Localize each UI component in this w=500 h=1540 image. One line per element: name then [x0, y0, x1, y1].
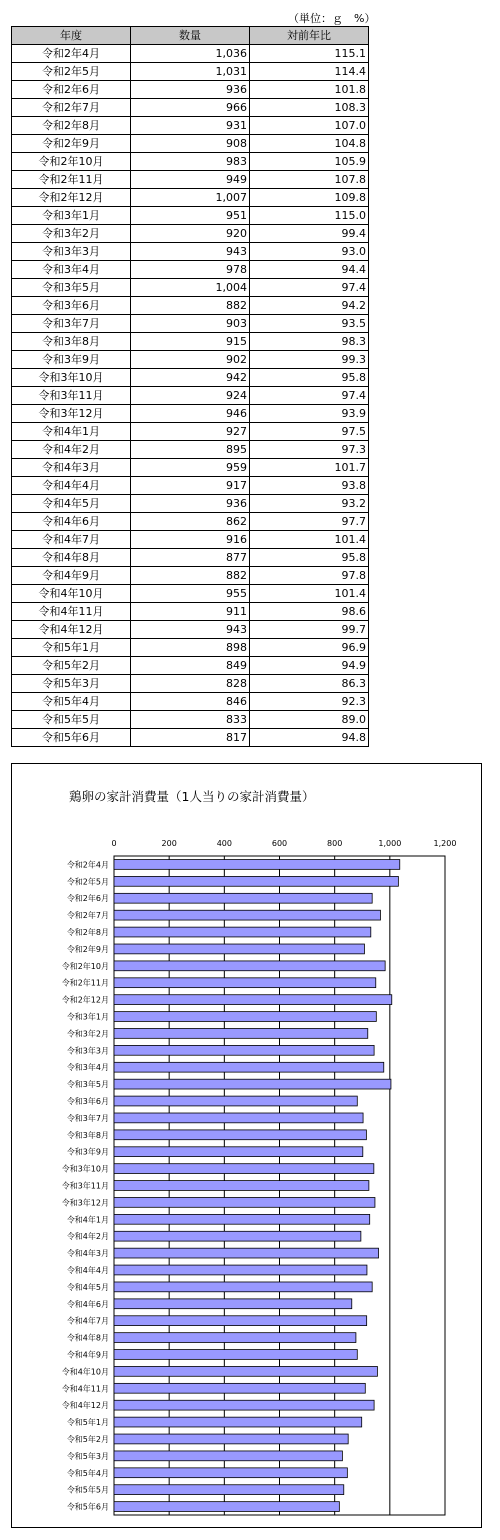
category-label: 令和3年4月 [66, 1063, 109, 1073]
table-row [12, 657, 369, 675]
period-cell: 令和5年4月 [12, 693, 131, 711]
category-label: 令和4年3月 [66, 1249, 109, 1259]
header-yoy: 対前年比 [250, 27, 369, 45]
chart-title: 鶏卵の家計消費量（1人当りの家計消費量） [69, 789, 315, 804]
quantity-cell: 903 [131, 315, 250, 333]
yoy-cell: 107.8 [250, 171, 369, 189]
category-label: 令和2年5月 [66, 877, 109, 887]
bar [114, 1045, 374, 1055]
period-cell: 令和2年12月 [12, 189, 131, 207]
x-tick-label: 800 [327, 839, 343, 848]
yoy-cell: 93.8 [250, 477, 369, 495]
bar [114, 1299, 352, 1309]
table-row [12, 531, 369, 549]
quantity-cell: 931 [131, 117, 250, 135]
period-cell: 令和3年6月 [12, 297, 131, 315]
category-label: 令和3年3月 [66, 1046, 109, 1056]
yoy-cell: 94.2 [250, 297, 369, 315]
quantity-cell: 946 [131, 405, 250, 423]
quantity-cell: 1,031 [131, 63, 250, 81]
yoy-cell: 99.4 [250, 225, 369, 243]
bar [114, 1400, 374, 1410]
period-cell: 令和4年3月 [12, 459, 131, 477]
quantity-cell: 951 [131, 207, 250, 225]
category-label: 令和2年9月 [66, 944, 109, 954]
bar [114, 978, 376, 988]
period-cell: 令和2年4月 [12, 45, 131, 63]
quantity-cell: 877 [131, 549, 250, 567]
yoy-cell: 114.4 [250, 63, 369, 81]
yoy-cell: 94.8 [250, 729, 369, 747]
yoy-cell: 95.8 [250, 369, 369, 387]
table-row [12, 675, 369, 693]
category-label: 令和2年12月 [61, 995, 109, 1005]
quantity-cell: 908 [131, 135, 250, 153]
table-row [12, 81, 369, 99]
bar [114, 1197, 375, 1207]
period-cell: 令和3年5月 [12, 279, 131, 297]
bar [114, 1181, 369, 1191]
period-cell: 令和3年4月 [12, 261, 131, 279]
yoy-cell: 105.9 [250, 153, 369, 171]
period-cell: 令和4年5月 [12, 495, 131, 513]
bar [114, 1062, 384, 1072]
table-row [12, 189, 369, 207]
x-tick-label: 200 [161, 839, 177, 848]
category-label: 令和3年2月 [66, 1029, 109, 1039]
bar [114, 1316, 367, 1326]
bar [114, 1164, 374, 1174]
category-label: 令和4年11月 [61, 1384, 109, 1394]
table-row [12, 243, 369, 261]
period-cell: 令和3年7月 [12, 315, 131, 333]
quantity-cell: 959 [131, 459, 250, 477]
category-label: 令和4年2月 [66, 1232, 109, 1242]
category-label: 令和4年6月 [66, 1299, 109, 1309]
period-cell: 令和3年3月 [12, 243, 131, 261]
table-row [12, 225, 369, 243]
yoy-cell: 97.3 [250, 441, 369, 459]
period-cell: 令和5年5月 [12, 711, 131, 729]
quantity-cell: 983 [131, 153, 250, 171]
category-label: 令和5年5月 [66, 1485, 109, 1495]
yoy-cell: 97.8 [250, 567, 369, 585]
quantity-cell: 862 [131, 513, 250, 531]
yoy-cell: 94.9 [250, 657, 369, 675]
quantity-cell: 898 [131, 639, 250, 657]
quantity-cell: 927 [131, 423, 250, 441]
bar [114, 1248, 379, 1258]
quantity-cell: 1,036 [131, 45, 250, 63]
quantity-cell: 902 [131, 351, 250, 369]
bar [114, 944, 364, 954]
quantity-cell: 943 [131, 243, 250, 261]
category-label: 令和3年5月 [66, 1080, 109, 1090]
category-label: 令和3年1月 [66, 1012, 109, 1022]
bar [114, 1265, 367, 1275]
bar [114, 1333, 356, 1343]
yoy-cell: 97.4 [250, 279, 369, 297]
table-row [12, 45, 369, 63]
chart-panel [11, 763, 482, 1528]
period-cell: 令和5年1月 [12, 639, 131, 657]
bar [114, 1130, 366, 1140]
table-row [12, 549, 369, 567]
category-label: 令和4年12月 [61, 1401, 109, 1411]
quantity-cell: 920 [131, 225, 250, 243]
bar [114, 860, 400, 870]
category-label: 令和2年11月 [61, 978, 109, 988]
yoy-cell: 99.3 [250, 351, 369, 369]
yoy-cell: 92.3 [250, 693, 369, 711]
table-row [12, 207, 369, 225]
quantity-cell: 949 [131, 171, 250, 189]
yoy-cell: 93.2 [250, 495, 369, 513]
quantity-cell: 828 [131, 675, 250, 693]
bar [114, 995, 392, 1005]
yoy-cell: 93.5 [250, 315, 369, 333]
table-row [12, 639, 369, 657]
quantity-cell: 916 [131, 531, 250, 549]
table-row [12, 351, 369, 369]
quantity-cell: 817 [131, 729, 250, 747]
table-row [12, 279, 369, 297]
quantity-cell: 846 [131, 693, 250, 711]
bar [114, 1079, 391, 1089]
quantity-cell: 849 [131, 657, 250, 675]
category-label: 令和2年10月 [61, 961, 109, 971]
period-cell: 令和4年4月 [12, 477, 131, 495]
period-cell: 令和2年8月 [12, 117, 131, 135]
bar [114, 927, 371, 937]
table-row [12, 333, 369, 351]
quantity-cell: 936 [131, 495, 250, 513]
yoy-cell: 93.9 [250, 405, 369, 423]
yoy-cell: 97.4 [250, 387, 369, 405]
quantity-cell: 942 [131, 369, 250, 387]
table-row [12, 495, 369, 513]
table-row [12, 567, 369, 585]
quantity-cell: 833 [131, 711, 250, 729]
period-cell: 令和4年6月 [12, 513, 131, 531]
table-row [12, 459, 369, 477]
period-cell: 令和2年5月 [12, 63, 131, 81]
yoy-cell: 99.7 [250, 621, 369, 639]
bar [114, 1451, 342, 1461]
period-cell: 令和4年8月 [12, 549, 131, 567]
category-label: 令和4年10月 [61, 1367, 109, 1377]
table-row [12, 99, 369, 117]
bar [114, 1012, 376, 1022]
quantity-cell: 895 [131, 441, 250, 459]
period-cell: 令和3年2月 [12, 225, 131, 243]
quantity-cell: 966 [131, 99, 250, 117]
bar [114, 910, 380, 920]
quantity-cell: 882 [131, 567, 250, 585]
bar [114, 1113, 363, 1123]
period-cell: 令和2年10月 [12, 153, 131, 171]
quantity-cell: 1,007 [131, 189, 250, 207]
table-row [12, 441, 369, 459]
category-label: 令和3年11月 [61, 1181, 109, 1191]
quantity-cell: 911 [131, 603, 250, 621]
yoy-cell: 108.3 [250, 99, 369, 117]
bar [114, 1231, 361, 1241]
period-cell: 令和2年9月 [12, 135, 131, 153]
consumption-table [11, 26, 369, 747]
period-cell: 令和2年11月 [12, 171, 131, 189]
quantity-cell: 943 [131, 621, 250, 639]
category-label: 令和4年8月 [66, 1333, 109, 1343]
table-row [12, 153, 369, 171]
x-tick-label: 0 [111, 839, 117, 848]
category-label: 令和5年4月 [66, 1468, 109, 1478]
quantity-cell: 924 [131, 387, 250, 405]
quantity-cell: 936 [131, 81, 250, 99]
table-row [12, 63, 369, 81]
yoy-cell: 101.4 [250, 585, 369, 603]
category-label: 令和4年4月 [66, 1265, 109, 1275]
bar [114, 961, 385, 971]
header-period: 年度 [12, 27, 131, 45]
yoy-cell: 107.0 [250, 117, 369, 135]
period-cell: 令和4年11月 [12, 603, 131, 621]
x-tick-label: 400 [216, 839, 232, 848]
table-row [12, 423, 369, 441]
table-row [12, 693, 369, 711]
period-cell: 令和2年6月 [12, 81, 131, 99]
period-cell: 令和3年11月 [12, 387, 131, 405]
yoy-cell: 104.8 [250, 135, 369, 153]
period-cell: 令和3年10月 [12, 369, 131, 387]
yoy-cell: 101.4 [250, 531, 369, 549]
category-label: 令和3年12月 [61, 1198, 109, 1208]
header-quantity: 数量 [131, 27, 250, 45]
table-row [12, 405, 369, 423]
table-row [12, 477, 369, 495]
category-label: 令和4年1月 [66, 1215, 109, 1225]
table-row [12, 387, 369, 405]
period-cell: 令和5年2月 [12, 657, 131, 675]
yoy-cell: 115.1 [250, 45, 369, 63]
quantity-cell: 882 [131, 297, 250, 315]
table-row [12, 117, 369, 135]
bar [114, 1383, 365, 1393]
table-row [12, 729, 369, 747]
period-cell: 令和4年12月 [12, 621, 131, 639]
bar-chart [12, 764, 481, 1527]
category-label: 令和4年9月 [66, 1350, 109, 1360]
x-tick-label: 1,200 [433, 839, 457, 848]
x-tick-label: 600 [271, 839, 288, 848]
quantity-cell: 978 [131, 261, 250, 279]
bar [114, 1096, 357, 1106]
period-cell: 令和4年1月 [12, 423, 131, 441]
table-row [12, 513, 369, 531]
yoy-cell: 98.6 [250, 603, 369, 621]
category-label: 令和5年2月 [66, 1434, 109, 1444]
period-cell: 令和3年8月 [12, 333, 131, 351]
bar [114, 1485, 344, 1495]
category-label: 令和3年9月 [66, 1147, 109, 1157]
bar [114, 1214, 370, 1224]
yoy-cell: 97.5 [250, 423, 369, 441]
period-cell: 令和4年2月 [12, 441, 131, 459]
yoy-cell: 93.0 [250, 243, 369, 261]
category-label: 令和5年1月 [66, 1418, 109, 1428]
bar [114, 1350, 357, 1360]
table-row [12, 135, 369, 153]
period-cell: 令和4年10月 [12, 585, 131, 603]
table-row [12, 585, 369, 603]
bar [114, 1468, 347, 1478]
category-label: 令和4年7月 [66, 1316, 109, 1326]
yoy-cell: 97.7 [250, 513, 369, 531]
table-row [12, 261, 369, 279]
table-header-row [12, 27, 369, 45]
yoy-cell: 101.7 [250, 459, 369, 477]
period-cell: 令和5年3月 [12, 675, 131, 693]
bar [114, 876, 398, 886]
yoy-cell: 94.4 [250, 261, 369, 279]
quantity-cell: 955 [131, 585, 250, 603]
quantity-cell: 1,004 [131, 279, 250, 297]
quantity-cell: 917 [131, 477, 250, 495]
bar [114, 1366, 377, 1376]
table-row [12, 603, 369, 621]
table-row [12, 711, 369, 729]
yoy-cell: 86.3 [250, 675, 369, 693]
unit-label: （単位：ｇ %） [288, 12, 376, 25]
category-label: 令和3年10月 [61, 1164, 109, 1174]
category-label: 令和3年8月 [66, 1130, 109, 1140]
period-cell: 令和3年12月 [12, 405, 131, 423]
period-cell: 令和4年9月 [12, 567, 131, 585]
bar [114, 1434, 348, 1444]
yoy-cell: 89.0 [250, 711, 369, 729]
period-cell: 令和3年9月 [12, 351, 131, 369]
category-label: 令和2年7月 [66, 911, 109, 921]
table-row [12, 369, 369, 387]
bar [114, 1282, 372, 1292]
period-cell: 令和2年7月 [12, 99, 131, 117]
category-label: 令和2年6月 [66, 894, 109, 904]
yoy-cell: 101.8 [250, 81, 369, 99]
bar [114, 1417, 362, 1427]
bar [114, 1147, 363, 1157]
table-row [12, 297, 369, 315]
category-label: 令和2年8月 [66, 928, 109, 938]
bar [114, 1502, 339, 1512]
table-row [12, 621, 369, 639]
table-row [12, 315, 369, 333]
period-cell: 令和5年6月 [12, 729, 131, 747]
bar [114, 893, 372, 903]
category-label: 令和5年6月 [66, 1502, 109, 1512]
category-label: 令和5年3月 [66, 1451, 109, 1461]
yoy-cell: 95.8 [250, 549, 369, 567]
category-label: 令和3年6月 [66, 1097, 109, 1107]
bar [114, 1029, 368, 1039]
period-cell: 令和4年7月 [12, 531, 131, 549]
category-label: 令和3年7月 [66, 1113, 109, 1123]
category-label: 令和2年4月 [66, 860, 109, 870]
period-cell: 令和3年1月 [12, 207, 131, 225]
yoy-cell: 109.8 [250, 189, 369, 207]
yoy-cell: 98.3 [250, 333, 369, 351]
x-tick-label: 1,000 [378, 839, 402, 848]
yoy-cell: 96.9 [250, 639, 369, 657]
table-row [12, 171, 369, 189]
quantity-cell: 915 [131, 333, 250, 351]
yoy-cell: 115.0 [250, 207, 369, 225]
category-label: 令和4年5月 [66, 1282, 109, 1292]
